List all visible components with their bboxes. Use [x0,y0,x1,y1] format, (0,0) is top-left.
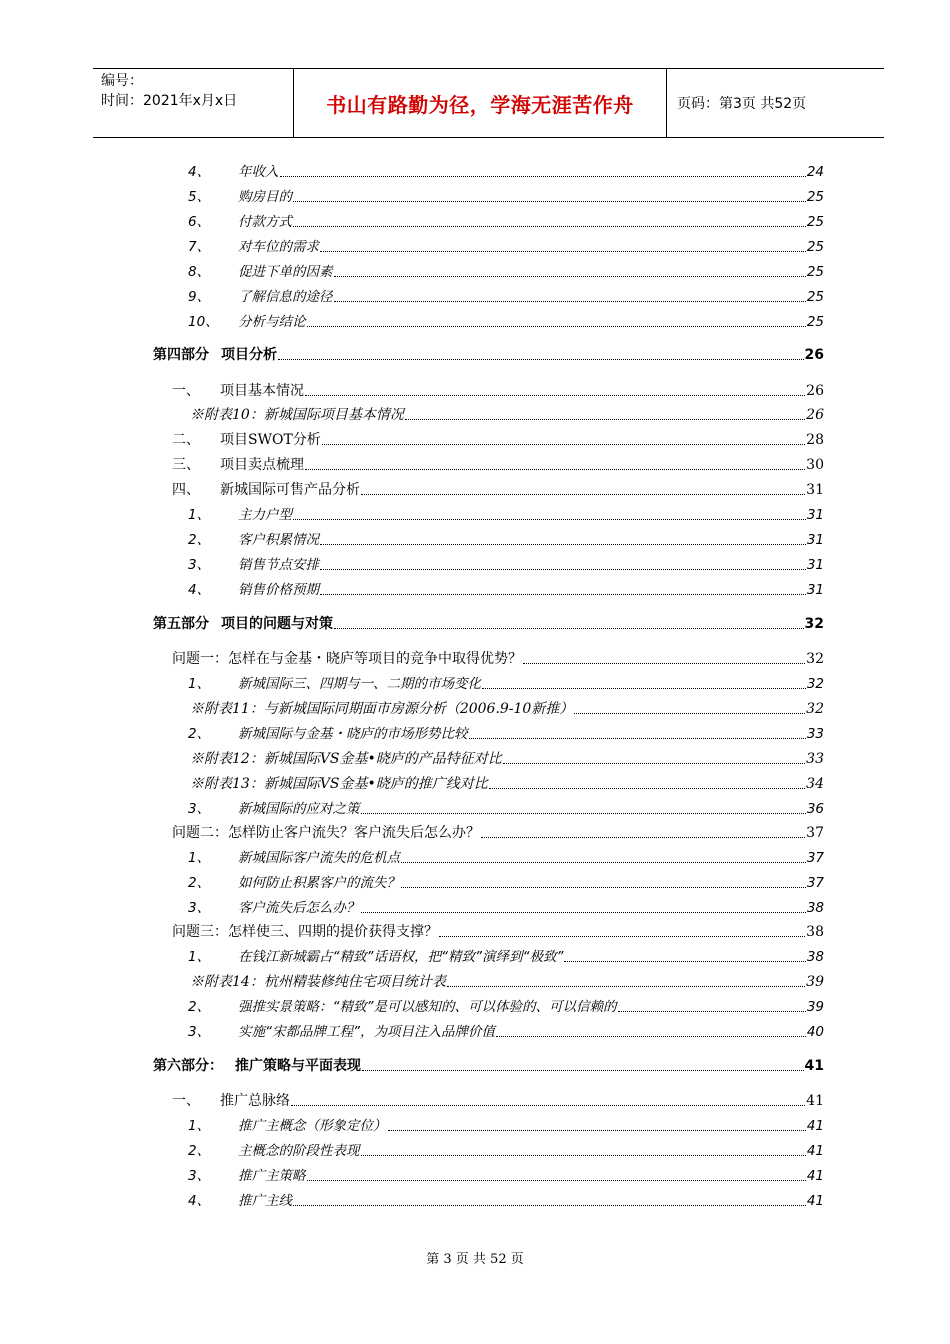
toc-entry-number: 5、 [188,189,211,205]
toc-entry-title: 项目的问题与对策 [221,616,333,632]
toc-entry-title: 了解信息的途径 [238,289,333,305]
toc-entry-page: 28 [806,432,824,448]
toc-entry-page: 37 [806,825,824,841]
toc-entry-title: 购房目的 [238,189,292,205]
toc-entry-title: 问题三：怎样使三、四期的提价获得支撑？ [172,924,438,940]
toc-entry[interactable] [190,773,824,793]
toc-entry-title: 推广策略与平面表现 [235,1058,361,1074]
toc-entry[interactable] [188,1140,824,1160]
toc-entry-title: 年收入 [238,164,279,180]
toc-entry[interactable] [188,261,824,281]
toc-entry[interactable] [188,946,824,966]
toc-entry-page: 41 [806,1143,824,1159]
toc-entry[interactable] [172,429,824,449]
toc-entry[interactable] [172,454,824,474]
toc-dot-leader [280,176,806,177]
toc-entry-title: 问题一：怎样在与金基・晓庐等项目的竞争中取得优势？ [172,651,522,667]
toc-entry-number: 1、 [188,507,211,523]
page-footer: 第 3 页 共 52 页 [426,1252,524,1267]
toc-dot-leader [361,912,806,913]
toc-entry-page: 39 [806,999,824,1015]
toc-entry-page: 25 [806,189,824,205]
toc-entry-title: 新城国际与金基・晓庐的市场形势比较 [238,726,468,742]
toc-entry[interactable] [188,579,824,599]
toc-entry-number: 3、 [188,900,211,916]
toc-entry-title: ※附表11：与新城国际同期面市房源分析（2006.9-10新推） [190,701,574,717]
toc-entry-page: 41 [806,1093,824,1109]
toc-entry-title: 促进下单的因素 [238,264,333,280]
toc-entry-title: 客户流失后怎么办？ [238,900,360,916]
toc-entry[interactable] [190,404,824,424]
toc-entry-page: 32 [806,676,824,692]
toc-entry-number: 2、 [188,875,211,891]
toc-dot-leader [439,936,805,937]
toc-entry[interactable] [188,847,824,867]
toc-entry-title: 对车位的需求 [238,239,319,255]
toc-dot-leader [405,419,805,420]
toc-entry-number: 2、 [188,726,211,742]
toc-dot-leader [523,663,805,664]
toc-dot-leader [388,1130,806,1131]
toc-entry-title: 主力户型 [238,507,292,523]
toc-entry[interactable] [188,673,824,693]
toc-dot-leader [618,1011,806,1012]
toc-dot-leader [307,326,806,327]
toc-entry-title: 新城国际三、四期与一、二期的市场变化 [238,676,481,692]
toc-entry-page: 40 [806,1024,824,1040]
toc-dot-leader [334,628,804,629]
toc-entry-title: 新城国际客户流失的危机点 [238,850,400,866]
toc-entry[interactable] [188,311,824,331]
toc-entry[interactable] [188,286,824,306]
toc-entry-page: 39 [806,974,824,990]
toc-entry[interactable] [172,1090,824,1110]
toc-entry-title: 强推实景策略：“精致”是可以感知的、可以体验的、可以信赖的 [238,999,617,1015]
toc-entry-page: 41 [806,1193,824,1209]
toc-dot-leader [307,1180,806,1181]
toc-entry-page: 41 [804,1058,824,1074]
toc-entry[interactable] [188,186,824,206]
toc-entry-page: 26 [806,383,824,399]
toc-dot-leader [293,226,806,227]
toc-entry-number: 一、 [172,383,200,399]
toc-entry-number: 一、 [172,1093,200,1109]
toc-entry-title: 推广主概念（形象定位） [238,1118,387,1134]
toc-entry-page: 34 [806,776,824,792]
toc-entry-number: 第五部分 [153,616,209,632]
toc-entry-page: 25 [806,289,824,305]
toc-entry-number: 1、 [188,676,211,692]
toc-entry[interactable] [188,211,824,231]
toc-entry-title: 项目分析 [221,347,277,363]
toc-entry-page: 32 [806,701,824,717]
toc-dot-leader [293,519,806,520]
toc-entry-number: 1、 [188,949,211,965]
toc-entry-title: 新城国际可售产品分析 [220,482,360,498]
toc-entry-number: 4、 [188,582,211,598]
toc-entry-number: 四、 [172,482,200,498]
toc-entry[interactable] [188,529,824,549]
toc-entry-title: ※附表12：新城国际VS金基•晓庐的产品特征对比 [190,751,502,767]
toc-entry[interactable] [188,1165,824,1185]
toc-entry-page: 33 [806,726,824,742]
toc-entry[interactable] [188,798,824,818]
toc-entry-page: 26 [806,407,824,423]
toc-entry-title: 分析与结论 [238,314,306,330]
toc-entry-page: 31 [806,582,824,598]
toc-entry-title: 主概念的阶段性表现 [238,1143,360,1159]
time-label: 时间：2021年x月x日 [101,93,238,109]
toc-entry[interactable] [172,479,824,499]
toc-dot-leader [401,887,806,888]
toc-entry-number: 3、 [188,557,211,573]
toc-dot-leader [320,544,806,545]
toc-entry-title: 项目基本情况 [220,383,304,399]
toc-entry-title: 项目卖点梳理 [220,457,304,473]
toc-entry[interactable] [172,380,824,400]
toc-entry-page: 38 [806,924,824,940]
toc-entry-page: 37 [806,850,824,866]
toc-entry[interactable] [188,1021,824,1041]
header-meta [93,69,294,137]
toc-entry-title: ※附表14：杭州精装修纯住宅项目统计表 [190,974,446,990]
toc-entry-page: 38 [806,900,824,916]
toc-entry-title: ※附表13：新城国际VS金基•晓庐的推广线对比 [190,776,488,792]
toc-dot-leader [361,494,805,495]
toc-entry-page: 25 [806,214,824,230]
toc-entry-page: 36 [806,801,824,817]
toc-dot-leader [469,738,806,739]
toc-entry-number: 3、 [188,1024,211,1040]
toc-dot-leader [293,201,806,202]
toc-entry-number: 4、 [188,1193,211,1209]
toc-entry[interactable] [190,748,824,768]
toc-entry[interactable] [172,921,824,941]
toc-dot-leader [496,1036,806,1037]
toc-dot-leader [334,301,806,302]
toc-entry-number: 1、 [188,850,211,866]
toc-entry-number: 4、 [188,164,211,180]
toc-entry-title: ※附表10：新城国际项目基本情况 [190,407,404,423]
toc-entry[interactable] [188,897,824,917]
toc-entry-page: 25 [806,314,824,330]
toc-entry-page: 37 [806,875,824,891]
toc-entry-page: 25 [806,264,824,280]
toc-entry-number: 7、 [188,239,211,255]
toc-entry[interactable] [188,1190,824,1210]
toc-entry-title: 推广主策略 [238,1168,306,1184]
toc-dot-leader [361,813,806,814]
toc-entry-page: 31 [806,557,824,573]
toc-entry-title: 销售节点安排 [238,557,319,573]
toc-dot-leader [305,395,805,396]
toc-dot-leader [503,763,805,764]
toc-entry-number: 3、 [188,1168,211,1184]
toc-dot-leader [362,1070,804,1071]
toc-dot-leader [320,569,806,570]
toc-entry-number: 9、 [188,289,211,305]
toc-entry-title: 付款方式 [238,214,292,230]
toc-dot-leader [334,276,806,277]
header-page-info: 页码：第3页 共52页 [677,96,807,112]
toc-entry-number: 6、 [188,214,211,230]
toc-entry[interactable] [188,554,824,574]
toc-entry[interactable] [188,723,824,743]
toc-dot-leader [305,469,805,470]
toc-dot-leader [278,359,804,360]
toc-entry[interactable] [188,1115,824,1135]
toc-dot-leader [320,594,806,595]
toc-entry-number: 2、 [188,999,211,1015]
document-header [93,68,884,138]
toc-entry-title: 问题二：怎样防止客户流失？客户流失后怎么办？ [172,825,480,841]
code-label: 编号： [101,73,143,89]
toc-dot-leader [293,1205,806,1206]
toc-dot-leader [320,251,806,252]
toc-entry-page: 24 [806,164,824,180]
toc-dot-leader [401,862,806,863]
toc-dot-leader [574,713,805,714]
toc-entry[interactable] [153,344,824,364]
toc-entry[interactable] [190,971,824,991]
toc-dot-leader [489,788,805,789]
toc-entry-title: 项目SWOT分析 [220,432,321,448]
toc-entry-page: 41 [806,1118,824,1134]
toc-entry-title: 推广总脉络 [220,1093,290,1109]
toc-entry-title: 如何防止积累客户的流失？ [238,875,400,891]
toc-entry-number: 3、 [188,801,211,817]
toc-dot-leader [291,1105,805,1106]
toc-entry-page: 26 [804,347,824,363]
toc-dot-leader [361,1155,806,1156]
toc-dot-leader [481,837,805,838]
toc-entry[interactable] [188,161,824,181]
toc-entry-page: 32 [806,651,824,667]
toc-dot-leader [447,986,805,987]
toc-entry-number: 2、 [188,1143,211,1159]
toc-entry-page: 31 [806,507,824,523]
toc-entry-page: 33 [806,751,824,767]
toc-entry-page: 32 [804,616,824,632]
toc-dot-leader [564,961,805,962]
toc-entry-title: 销售价格预期 [238,582,319,598]
toc-entry[interactable] [153,1055,824,1075]
toc-entry-title: 实施“宋都品牌工程”，为项目注入品牌价值 [238,1024,495,1040]
toc-entry-page: 31 [806,532,824,548]
toc-entry-number: 8、 [188,264,211,280]
toc-entry-page: 30 [806,457,824,473]
toc-entry-number: 二、 [172,432,200,448]
header-motto: 书山有路勤为径，学海无涯苦作舟 [294,69,667,137]
toc-entry-page: 41 [806,1168,824,1184]
toc-entry[interactable] [188,996,824,1016]
toc-entry[interactable] [188,236,824,256]
toc-entry-title: 客户积累情况 [238,532,319,548]
toc-entry[interactable] [172,648,824,668]
toc-entry[interactable] [188,872,824,892]
toc-entry-number: 三、 [172,457,200,473]
toc-entry-title: 新城国际的应对之策 [238,801,360,817]
toc-entry-number: 2、 [188,532,211,548]
toc-dot-leader [322,444,805,445]
toc-entry-title: 推广主线 [238,1193,292,1209]
toc-entry[interactable] [172,822,824,842]
toc-entry-number: 第四部分 [153,347,209,363]
toc-entry-page: 38 [806,949,824,965]
toc-entry[interactable] [188,504,824,524]
toc-entry[interactable] [190,698,824,718]
toc-entry-number: 第六部分： [153,1058,223,1074]
toc-entry-number: 10、 [188,314,219,330]
toc-entry-page: 31 [806,482,824,498]
toc-entry-title: 在钱江新城霸占“精致”话语权，把“精致”演绎到“极致” [238,949,564,965]
toc-entry-page: 25 [806,239,824,255]
toc-entry-number: 1、 [188,1118,211,1134]
toc-dot-leader [482,688,806,689]
toc-entry[interactable] [153,613,824,633]
